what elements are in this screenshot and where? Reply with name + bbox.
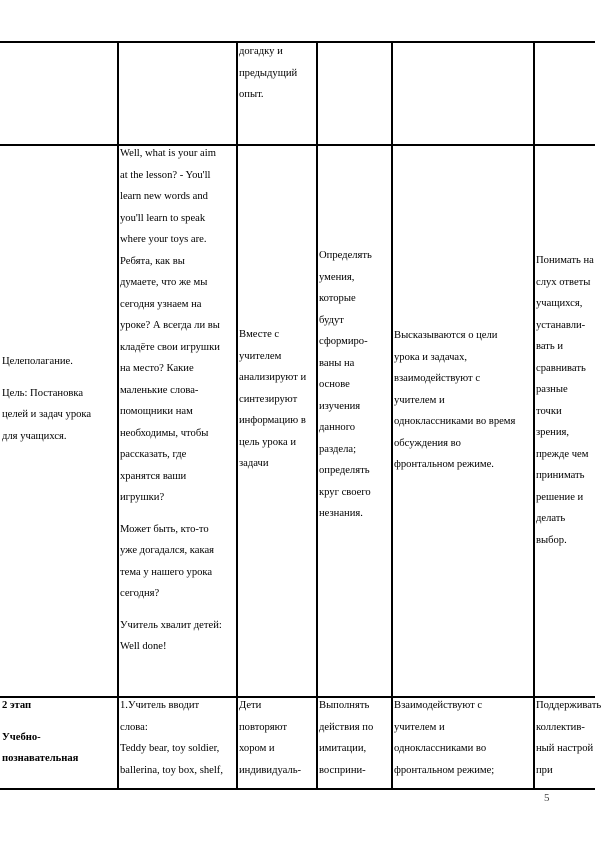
text-line: цель урока и [239,436,297,448]
text-line: сформиро- [319,336,368,347]
text-line: коллектив- [536,721,585,733]
stage-number: 2 этап [2,700,32,711]
text-line: учителем и [394,394,445,406]
text-line: учителем и [394,721,445,733]
text-line: догадку и [239,46,283,57]
text-line: учителем [239,350,282,362]
text-line: помощники нам [120,406,193,417]
text-line: изучения [319,400,361,412]
row-divider-1 [0,144,595,146]
page-number: 5 [544,792,550,804]
text-line: думаете, что же мы [120,277,208,288]
text-line: предыдущий [239,67,298,79]
column-divider-5 [533,41,535,790]
regulatory-uud-cell [536,250,594,551]
text-line: познавательная [2,753,79,764]
text-line: Well done! [120,641,167,652]
text-line: Вместе с [239,329,280,340]
text-line: круг своего [319,486,371,498]
text-line: Цель: Постановка [2,387,84,399]
text-line: на место? Какие [120,363,194,374]
text-line: where your toys are. [120,234,207,245]
text-line: которые [319,293,356,304]
stage2-cognitive-cell [319,695,390,781]
text-line: зрения, [536,427,570,438]
text-line: Дети [239,700,262,711]
text-line: Высказываются о цели [394,330,498,341]
text-line: игрушки? [120,492,165,503]
text-line: you'll learn to speak [120,212,206,224]
text-line: раздела; [319,443,357,455]
stage2-title-cell [2,695,116,770]
top-row-col3-text [239,41,315,106]
text-line: фронтальном режиме. [394,459,494,470]
goal-stage-cell [2,351,116,447]
text-line: повторяют [239,721,288,733]
text-line: ный настрой [536,743,594,754]
text-line: Понимать на [536,255,594,266]
text-line: индивидуаль- [239,764,302,776]
text-line: разные [536,384,568,395]
text-line: урока и задачах, [394,351,468,363]
text-line: уроке? А всегда ли вы [120,320,220,331]
text-line: Взаимодействуют с [394,700,483,711]
text-line: решение и [536,491,584,503]
text-line: необходимы, чтобы [120,427,209,439]
text-line: Поддерживать [536,700,601,711]
table-border-bottom [0,788,595,790]
text-line: кладёте свои игрушки [120,341,220,353]
text-line: уже догадался, какая [120,545,215,556]
text-line: обсуждения во [394,437,461,449]
text-line: learn new words and [120,191,208,202]
text-line: основе [319,379,350,390]
text-line: прежде чем [536,448,589,460]
text-line: слух ответы [536,276,591,288]
stage2-communicative-cell [394,695,532,781]
text-line: хором и [239,743,275,754]
text-line: Определять [319,250,372,261]
text-line: Ребята, как вы [120,255,185,267]
text-line: Well, what is your aim [120,148,216,159]
text-line: маленькие слова- [120,384,199,396]
text-line: сегодня узнаем на [120,298,202,310]
text-line: учащихся, [536,298,583,309]
text-line: слова: [120,721,148,733]
text-line: Учебно- [2,731,41,743]
text-line: данного [319,422,356,433]
text-line: умения, [319,271,355,283]
text-line: сравнивать [536,362,586,374]
text-line: рассказать, где [120,449,187,460]
text-line: для учащихся. [2,430,67,442]
text-line: точки [536,405,562,417]
column-divider-2 [236,41,238,790]
text-line: 1.Учитель вводит [120,700,200,711]
text-line: Teddy bear, toy soldier, [120,743,220,754]
text-line: тема у нашего урока [120,566,213,578]
text-line: одноклассниками во время [394,416,516,427]
text-line: имитации, [319,743,367,754]
text-line: хранятся ваши [120,470,187,482]
text-line: при [536,764,553,776]
text-line: сегодня? [120,588,160,599]
stage2-teacher-cell [120,695,235,781]
text-line: одноклассниками во [394,743,487,754]
text-line: Может быть, кто-то [120,523,209,535]
text-line: взаимодействуют с [394,373,481,384]
text-line: Учитель хвалит детей: [120,619,222,631]
text-line: at the lesson? - You'll [120,169,211,181]
stage2-regulatory-cell [536,695,601,781]
column-divider-4 [391,41,393,790]
text-line: делать [536,513,566,524]
text-line: информацию в [239,415,306,426]
text-line: определять [319,465,370,476]
text-line: опыт. [239,89,264,100]
text-line: будут [319,314,344,326]
communicative-uud-cell [394,325,532,476]
student-activity-cell [239,324,315,475]
text-line: целей и задач урока [2,409,92,420]
text-line: принимать [536,470,585,481]
teacher-activity-cell [120,143,235,658]
cognitive-uud-cell [319,245,390,525]
column-divider-1 [117,41,119,790]
text-line: задачи [239,458,269,469]
text-line: незнания. [319,508,363,519]
text-line: действия по [319,721,374,733]
text-line: ваны на [319,357,355,369]
column-divider-3 [316,41,318,790]
text-line: Выполнять [319,700,370,711]
text-line: устанавли- [536,319,586,331]
text-line: ballerina, toy box, shelf, [120,764,223,776]
text-line: фронтальном режиме; [394,764,495,776]
stage2-student-cell [239,695,315,781]
text-line: выбор. [536,534,567,546]
text-line: анализируют и [239,372,307,383]
stage-title: Целеполагание. [2,356,73,367]
text-line: восприни- [319,764,366,776]
text-line: синтезируют [239,393,298,405]
text-line: вать и [536,341,564,352]
